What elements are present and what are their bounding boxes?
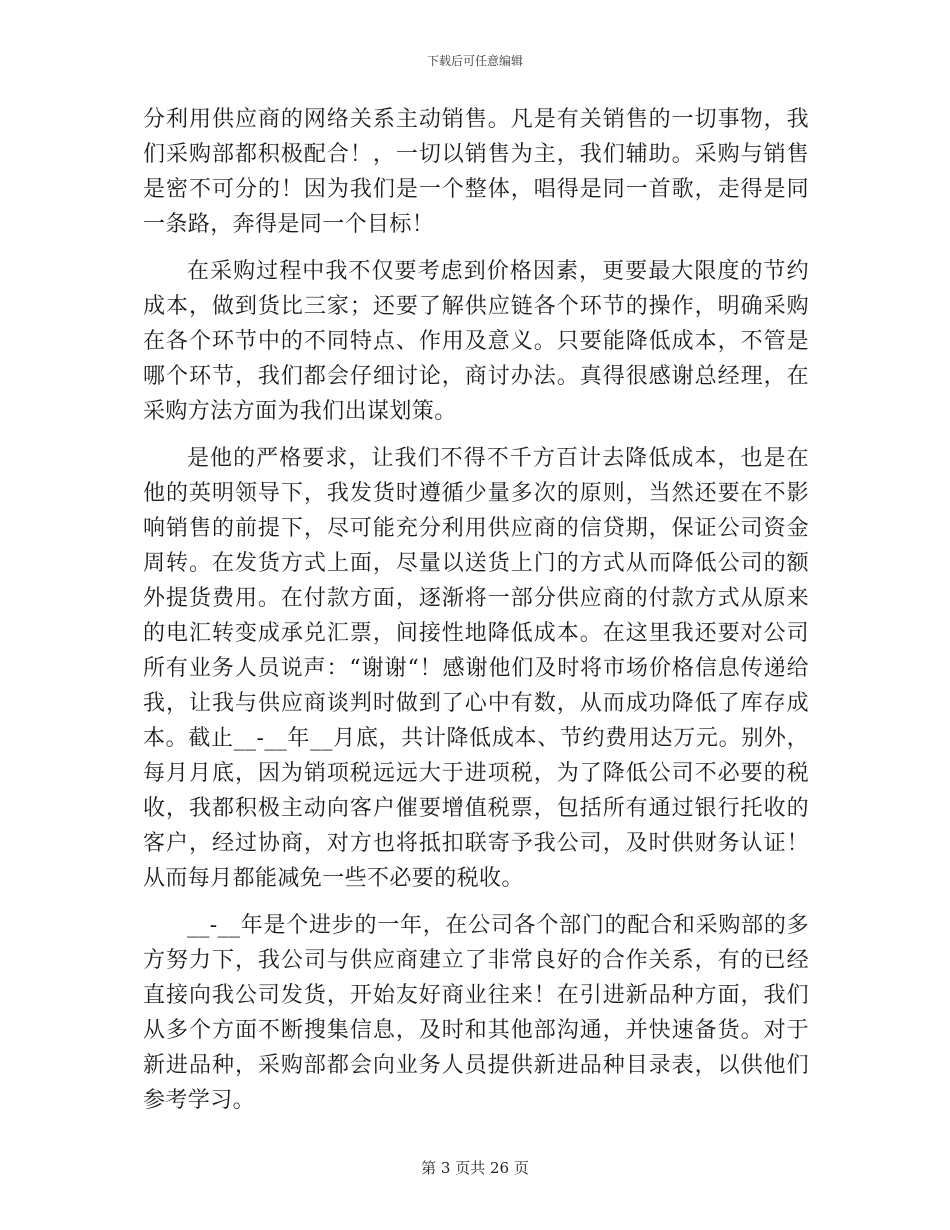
paragraph-1: 分利用供应商的网络关系主动销售。凡是有关销售的一切事物，我们采购部都积极配合！，一切以销售为主，我们辅助。采购与销售是密不可分的！因为我们是一个整体，唱得是同一首歌，走得是同一条路，奔得是同一个目标！ (143, 107, 809, 237)
page-header: 下载后可任意编辑 (426, 54, 523, 68)
paragraph-3: 是他的严格要求，让我们不得不千方百计去降低成本，也是在他的英明领导下，我发货时遵循少量多次的原则，当然还要在不影响销售的前提下，尽可能充分利用供应商的信贷期，保证公司资金周转。在发货方式上面，尽量以送货上门的方式从而降低公司的额外提货费用。在付款方面，逐渐将一部分供应商的付款方式从原来的电汇转变成承兑汇票，间接性地降低成本。在这里我还要对公司所有业务人员说声：“谢谢“！感谢他们及时将市场价格信息传递给我，让我与供应商谈判时做到了心中有数，从而成功降低了库存成本。截止__-__年__月底，共计降低成本、节约费用达万元。别外，每月月底，因为销项税远远大于进项税，为了降低公司不必要的税收，我都积极主动向客户催要增值税票，包括所有通过银行托收的客户，经过协商，对方也将抵扣联寄予我公司，及时供财务认证！从而每月都能减免一些不必要的税收。 (143, 446, 809, 891)
paragraph-2: 在采购过程中我不仅要考虑到价格因素，更要最大限度的节约成本，做到货比三家；还要了解供应链各个环节的操作，明确采购在各个环节中的不同特点、作用及意义。只要能降低成本，不管是哪个环节，我们都会仔细讨论，商讨办法。真得很感谢总经理，在采购方法方面为我们出谋划策。 (143, 259, 809, 424)
document-body (143, 102, 809, 1118)
page-footer: 第 3 页共 26 页 (421, 1159, 529, 1177)
paragraph-4: __-__年是个进步的一年，在公司各个部门的配合和采购部的多方努力下，我公司与供应商建立了非常良好的合作关系，有的已经直接向我公司发货，开始友好商业往来！在引进新品种方面，我们从多个方面不断搜集信息，及时和其他部沟通，并快速备货。对于新进品种，采购部都会向业务人员提供新进品种目录表，以供他们参考学习。 (143, 913, 809, 1113)
